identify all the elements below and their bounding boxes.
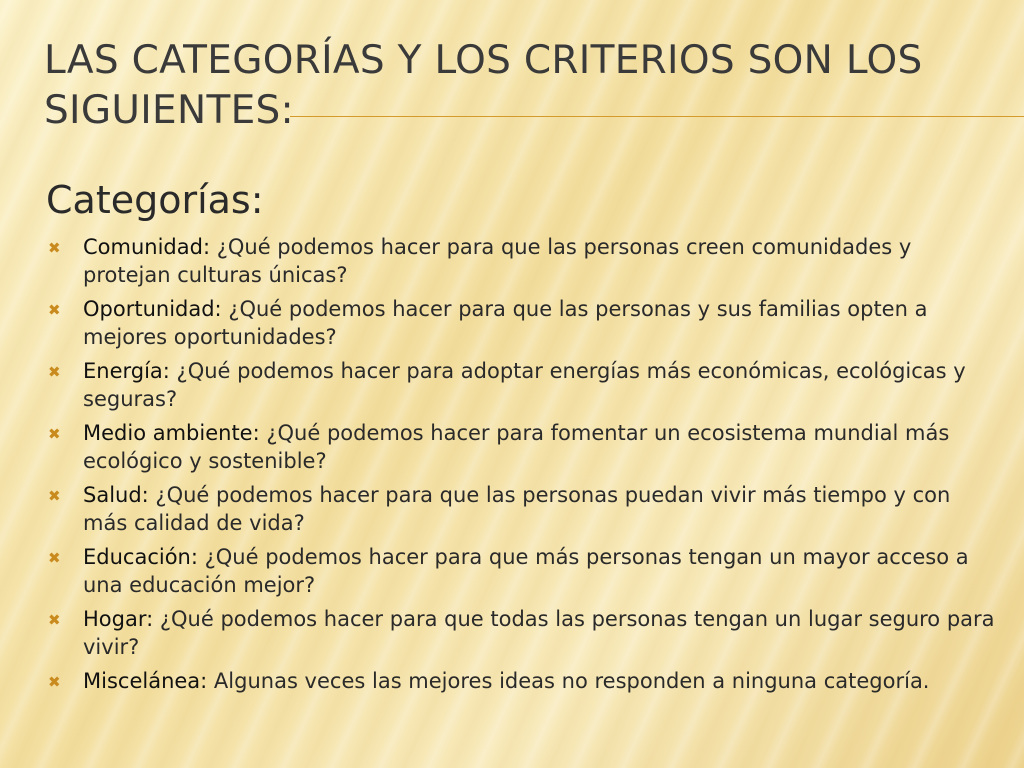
category-label: Miscelánea:: [83, 669, 208, 693]
category-item-miscelanea: [46, 667, 996, 695]
category-description: ¿Qué podemos hacer para adoptar energías más económicas, ecológicas y seguras?: [83, 359, 966, 411]
category-item-educacion: [46, 543, 996, 599]
category-description: ¿Qué podemos hacer para que las personas creen comunidades y protejan culturas únicas?: [83, 235, 912, 287]
category-description: ¿Qué podemos hacer para fomentar un ecosistema mundial más ecológico y sostenible?: [83, 421, 950, 473]
category-description: ¿Qué podemos hacer para que las personas puedan vivir más tiempo y con más calidad de vida?: [83, 483, 951, 535]
category-item-oportunidad: [46, 295, 996, 351]
category-label: Educación:: [83, 545, 198, 569]
category-item-salud: [46, 481, 996, 537]
category-label: Medio ambiente:: [83, 421, 260, 445]
category-description: Algunas veces las mejores ideas no responden a ninguna categoría.: [207, 669, 930, 693]
x-mark-icon: ✖: [48, 549, 61, 567]
x-mark-icon: ✖: [48, 301, 61, 319]
title-divider: [290, 116, 1024, 117]
slide-title: LAS CATEGORÍAS Y LOS CRITERIOS SON LOS SIGUIENTES:: [44, 38, 923, 133]
x-mark-icon: ✖: [48, 363, 61, 381]
x-mark-icon: ✖: [48, 487, 61, 505]
category-label: Oportunidad:: [83, 297, 222, 321]
category-item-energia: [46, 357, 996, 413]
category-description: ¿Qué podemos hacer para que las personas y sus familias opten a mejores oportunidades?: [83, 297, 928, 349]
category-item-hogar: [46, 605, 996, 661]
category-description: ¿Qué podemos hacer para que más personas tengan un mayor acceso a una educación mejor?: [83, 545, 969, 597]
category-item-medio-ambiente: [46, 419, 996, 475]
category-item-comunidad: [46, 233, 996, 289]
category-label: Energía:: [83, 359, 170, 383]
category-list: [46, 233, 996, 701]
x-mark-icon: ✖: [48, 673, 61, 691]
category-label: Comunidad:: [83, 235, 211, 259]
category-label: Salud:: [83, 483, 149, 507]
x-mark-icon: ✖: [48, 239, 61, 257]
section-subheading: Categorías:: [46, 178, 264, 222]
x-mark-icon: ✖: [48, 611, 61, 629]
category-description: ¿Qué podemos hacer para que todas las personas tengan un lugar seguro para vivir?: [83, 607, 995, 659]
x-mark-icon: ✖: [48, 425, 61, 443]
category-label: Hogar:: [83, 607, 154, 631]
